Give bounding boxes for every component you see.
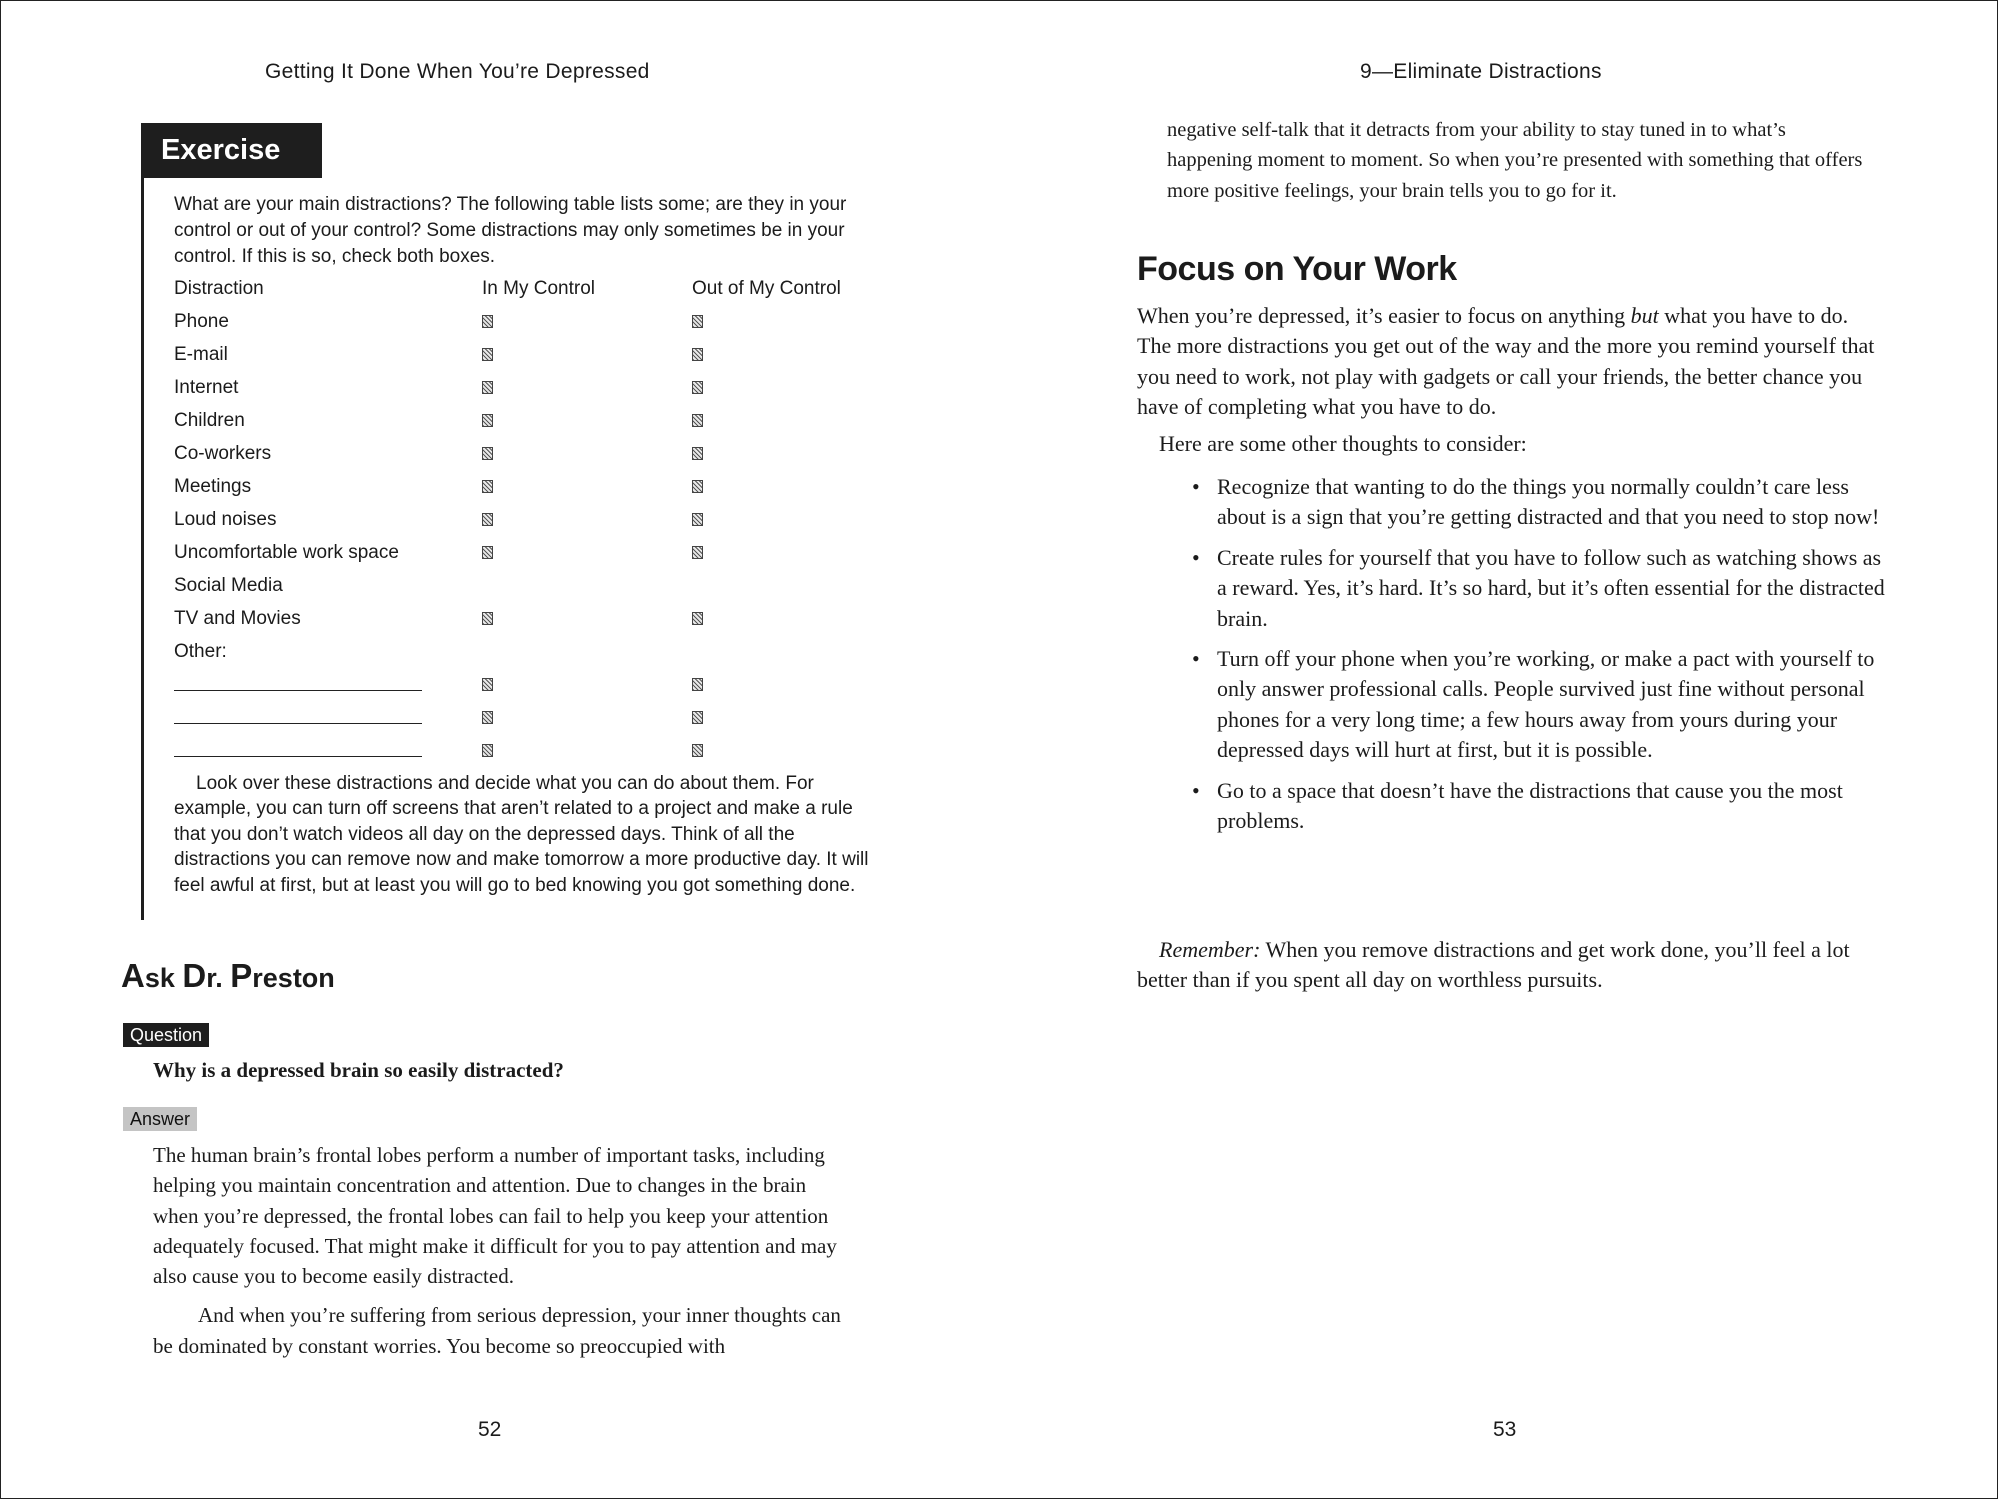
distraction-label: Internet	[174, 377, 239, 398]
body-text: what you have to do. The more distractions you get out of the way and the more you remind yourself that you need to work, not play with gadgets or call your friends, the better chance you have of completing what you have to do.	[1137, 303, 1875, 420]
column-header-out-of-control: Out of My Control	[692, 278, 841, 299]
distraction-label: Phone	[174, 311, 229, 332]
out-of-control-checkbox[interactable]	[692, 744, 703, 757]
exercise-intro: What are your main distractions? The following table lists some; are they in your control or out of your control? Some distractions may only sometimes be in your control. If this is so, check both boxes.	[174, 194, 847, 267]
question-tag: Question	[123, 1023, 209, 1047]
table-row-blank	[174, 701, 894, 734]
continued-paragraph: negative self-talk that it detracts from your ability to stay tuned in to what’s happening moment to moment. So when you’re presented with something that offers more positive feelings, your brain tells you to go for it.	[1167, 119, 1863, 202]
in-control-checkbox[interactable]	[482, 711, 493, 724]
ask-heading-part: reston	[252, 963, 335, 993]
ask-heading-part: P	[230, 957, 253, 994]
table-row-blank	[174, 668, 894, 701]
in-control-checkbox[interactable]	[482, 447, 493, 460]
out-of-control-checkbox[interactable]	[692, 612, 703, 625]
blank-write-in-line[interactable]	[174, 690, 422, 691]
answer-tag: Answer	[123, 1107, 197, 1131]
other-label: Other:	[174, 641, 227, 662]
question-text: Why is a depressed brain so easily distracted?	[153, 1058, 564, 1082]
out-of-control-checkbox[interactable]	[692, 513, 703, 526]
bullet-list	[1195, 472, 1885, 846]
table-row	[174, 437, 894, 470]
table-row	[174, 404, 894, 437]
in-control-checkbox[interactable]	[482, 546, 493, 559]
running-head-right: 9—Eliminate Distractions	[1360, 60, 1602, 83]
out-of-control-checkbox[interactable]	[692, 711, 703, 724]
table-row	[174, 470, 894, 503]
table-row	[174, 503, 894, 536]
section-heading: Focus on Your Work	[1137, 250, 1457, 288]
out-of-control-checkbox[interactable]	[692, 447, 703, 460]
table-row	[174, 371, 894, 404]
distraction-table-header	[174, 272, 894, 305]
table-row	[174, 305, 894, 338]
table-row	[174, 602, 894, 635]
ask-dr-preston-heading	[121, 957, 335, 995]
answer-paragraph: The human brain’s frontal lobes perform a number of important tasks, including helping you maintain concentration and attention. Due to changes in the brain when you’re depressed, the frontal lobes can fail to help you keep your attention adequately focused. That might make it difficult for you to pay attention and may also cause you to become easily distracted.	[153, 1143, 837, 1289]
out-of-control-checkbox[interactable]	[692, 315, 703, 328]
in-control-checkbox[interactable]	[482, 480, 493, 493]
out-of-control-checkbox[interactable]	[692, 678, 703, 691]
out-of-control-checkbox[interactable]	[692, 381, 703, 394]
out-of-control-checkbox[interactable]	[692, 348, 703, 361]
out-of-control-checkbox[interactable]	[692, 546, 703, 559]
bullet-item: • Turn off your phone when you’re working, or make a pact with yourself to only answer professional calls. People survived just fine without personal phones for a very long time; a few hours away from yours during your depressed days will hurt at first, but it is possible.	[1195, 644, 1885, 766]
table-row	[174, 569, 894, 602]
remember-label: Remember:	[1159, 937, 1261, 962]
distraction-label: Meetings	[174, 476, 252, 497]
ask-heading-part: A	[121, 957, 145, 994]
in-control-checkbox[interactable]	[482, 513, 493, 526]
table-row-blank	[174, 734, 894, 767]
in-control-checkbox[interactable]	[482, 315, 493, 328]
in-control-checkbox[interactable]	[482, 348, 493, 361]
distraction-label: Co-workers	[174, 443, 272, 464]
distraction-label: TV and Movies	[174, 608, 301, 629]
ask-heading-part: sk	[144, 963, 183, 993]
remember-text: When you remove distractions and get work done, you’ll feel a lot better than if you spent all day on worthless pursuits.	[1137, 937, 1850, 993]
exercise-followup-text: Look over these distractions and decide what you can do about them. For example, you can turn off screens that aren’t related to a project and make a rule that you don’t watch videos all day on the depressed days. Think of all the distractions you can remove now and make tomorrow a more productive day. It will feel awful at first, but at least you will go to bed knowing you got something done.	[174, 773, 869, 896]
distraction-label: Uncomfortable work space	[174, 542, 399, 563]
page-number-right: 53	[1493, 1418, 1517, 1441]
distraction-label: Children	[174, 410, 245, 431]
bullet-item: • Recognize that wanting to do the things you normally couldn’t care less about is a sign that you’re getting distracted and that you need to stop now!	[1195, 472, 1885, 533]
distraction-label: Loud noises	[174, 509, 277, 530]
exercise-tab: Exercise	[141, 123, 322, 178]
in-control-checkbox[interactable]	[482, 612, 493, 625]
emphasis-text: but	[1630, 303, 1659, 328]
body-paragraph	[1137, 301, 1887, 423]
out-of-control-checkbox[interactable]	[692, 480, 703, 493]
table-row-other	[174, 635, 894, 668]
page-number-left: 52	[478, 1418, 502, 1441]
in-control-checkbox[interactable]	[482, 744, 493, 757]
distraction-label: Social Media	[174, 575, 283, 596]
table-row	[174, 338, 894, 371]
in-control-checkbox[interactable]	[482, 414, 493, 427]
ask-heading-part: D	[182, 957, 207, 994]
exercise-sidebar-rule	[141, 178, 144, 920]
running-head-left: Getting It Done When You’re Depressed	[265, 60, 650, 83]
column-header-in-control: In My Control	[482, 278, 595, 299]
blank-write-in-line[interactable]	[174, 756, 422, 757]
column-header-distraction: Distraction	[174, 278, 264, 299]
distraction-label: E-mail	[174, 344, 228, 365]
answer-body	[153, 1140, 853, 1361]
out-of-control-checkbox[interactable]	[692, 414, 703, 427]
bullet-item: • Go to a space that doesn’t have the distractions that cause you the most problems.	[1195, 776, 1885, 837]
remember-paragraph	[1137, 935, 1887, 996]
in-control-checkbox[interactable]	[482, 678, 493, 691]
blank-write-in-line[interactable]	[174, 723, 422, 724]
answer-paragraph: And when you’re suffering from serious depression, your inner thoughts can be dominated by constant worries. You become so preoccupied with	[153, 1303, 841, 1358]
table-row	[174, 536, 894, 569]
ask-heading-part: r.	[206, 963, 231, 993]
in-control-checkbox[interactable]	[482, 381, 493, 394]
body-text: When you’re depressed, it’s easier to focus on anything	[1137, 303, 1631, 328]
bullet-item: • Create rules for yourself that you have to follow such as watching shows as a reward. Yes, it’s hard. It’s so hard, but it’s often essential for the distracted brain.	[1195, 543, 1885, 634]
body-paragraph: Here are some other thoughts to consider:	[1159, 431, 1527, 456]
